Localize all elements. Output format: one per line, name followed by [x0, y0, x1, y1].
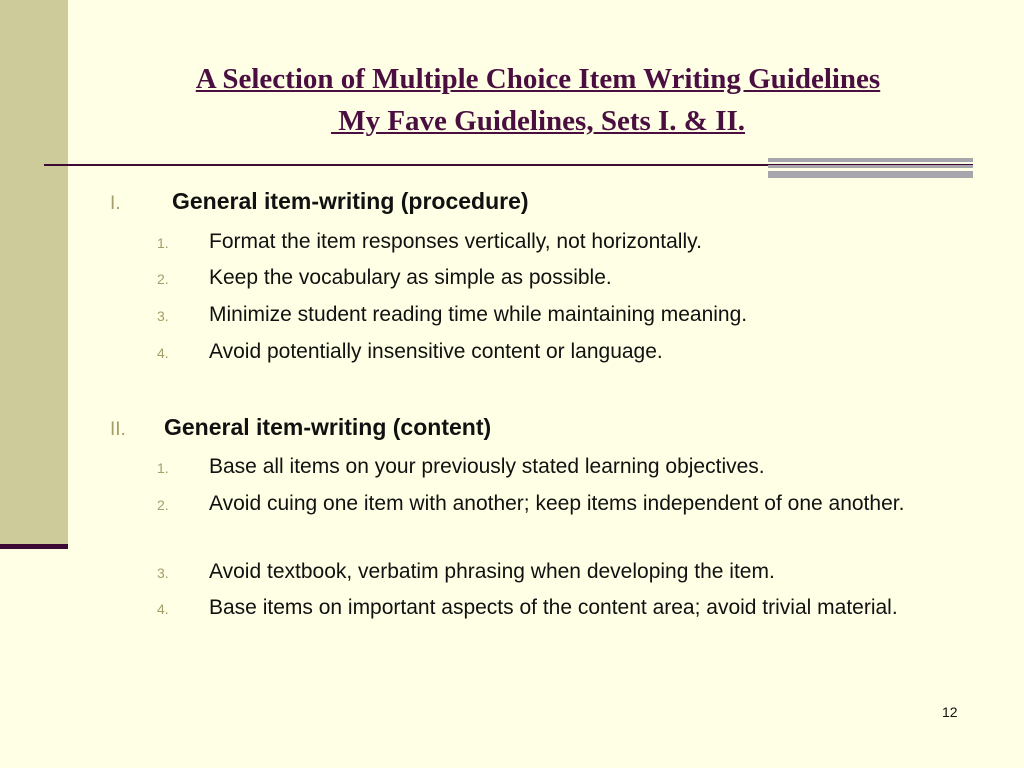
item-number: 2. — [157, 497, 169, 513]
title-line-2: My Fave Guidelines, Sets I. & II. — [330, 105, 746, 137]
list-item: Avoid cuing one item with another; keep items independent of one another. — [209, 492, 905, 515]
item-number: 1. — [157, 460, 169, 476]
list-item: Base all items on your previously stated learning objectives. — [209, 455, 765, 478]
item-number: 4. — [157, 345, 169, 361]
item-number: 1. — [157, 235, 169, 251]
list-item: Minimize student reading time while maintaining meaning. — [209, 303, 748, 326]
list-item: Format the item responses vertically, not horizontally. — [209, 230, 702, 253]
list-item: Avoid textbook, verbatim phrasing when developing the item. — [209, 560, 775, 583]
slide-title — [68, 58, 1008, 142]
item-number: 4. — [157, 601, 169, 617]
list-item: Avoid potentially insensitive content or language. — [209, 340, 663, 363]
left-accent-bar — [0, 0, 68, 548]
title-line-1: A Selection of Multiple Choice Item Writing Guidelines — [195, 63, 881, 95]
left-accent-rule — [0, 544, 68, 549]
section-heading: General item-writing (content) — [164, 414, 492, 440]
page-number: 12 — [942, 704, 958, 720]
section-numeral: I. — [110, 193, 121, 214]
item-number: 3. — [157, 308, 169, 324]
divider-gray-bars — [768, 158, 973, 178]
section-numeral: II. — [110, 419, 126, 440]
item-number: 3. — [157, 565, 169, 581]
list-item: Base items on important aspects of the content area; avoid trivial material. — [209, 596, 898, 619]
list-item: Keep the vocabulary as simple as possible. — [209, 266, 612, 289]
section-heading: General item-writing (procedure) — [172, 188, 529, 214]
item-number: 2. — [157, 271, 169, 287]
